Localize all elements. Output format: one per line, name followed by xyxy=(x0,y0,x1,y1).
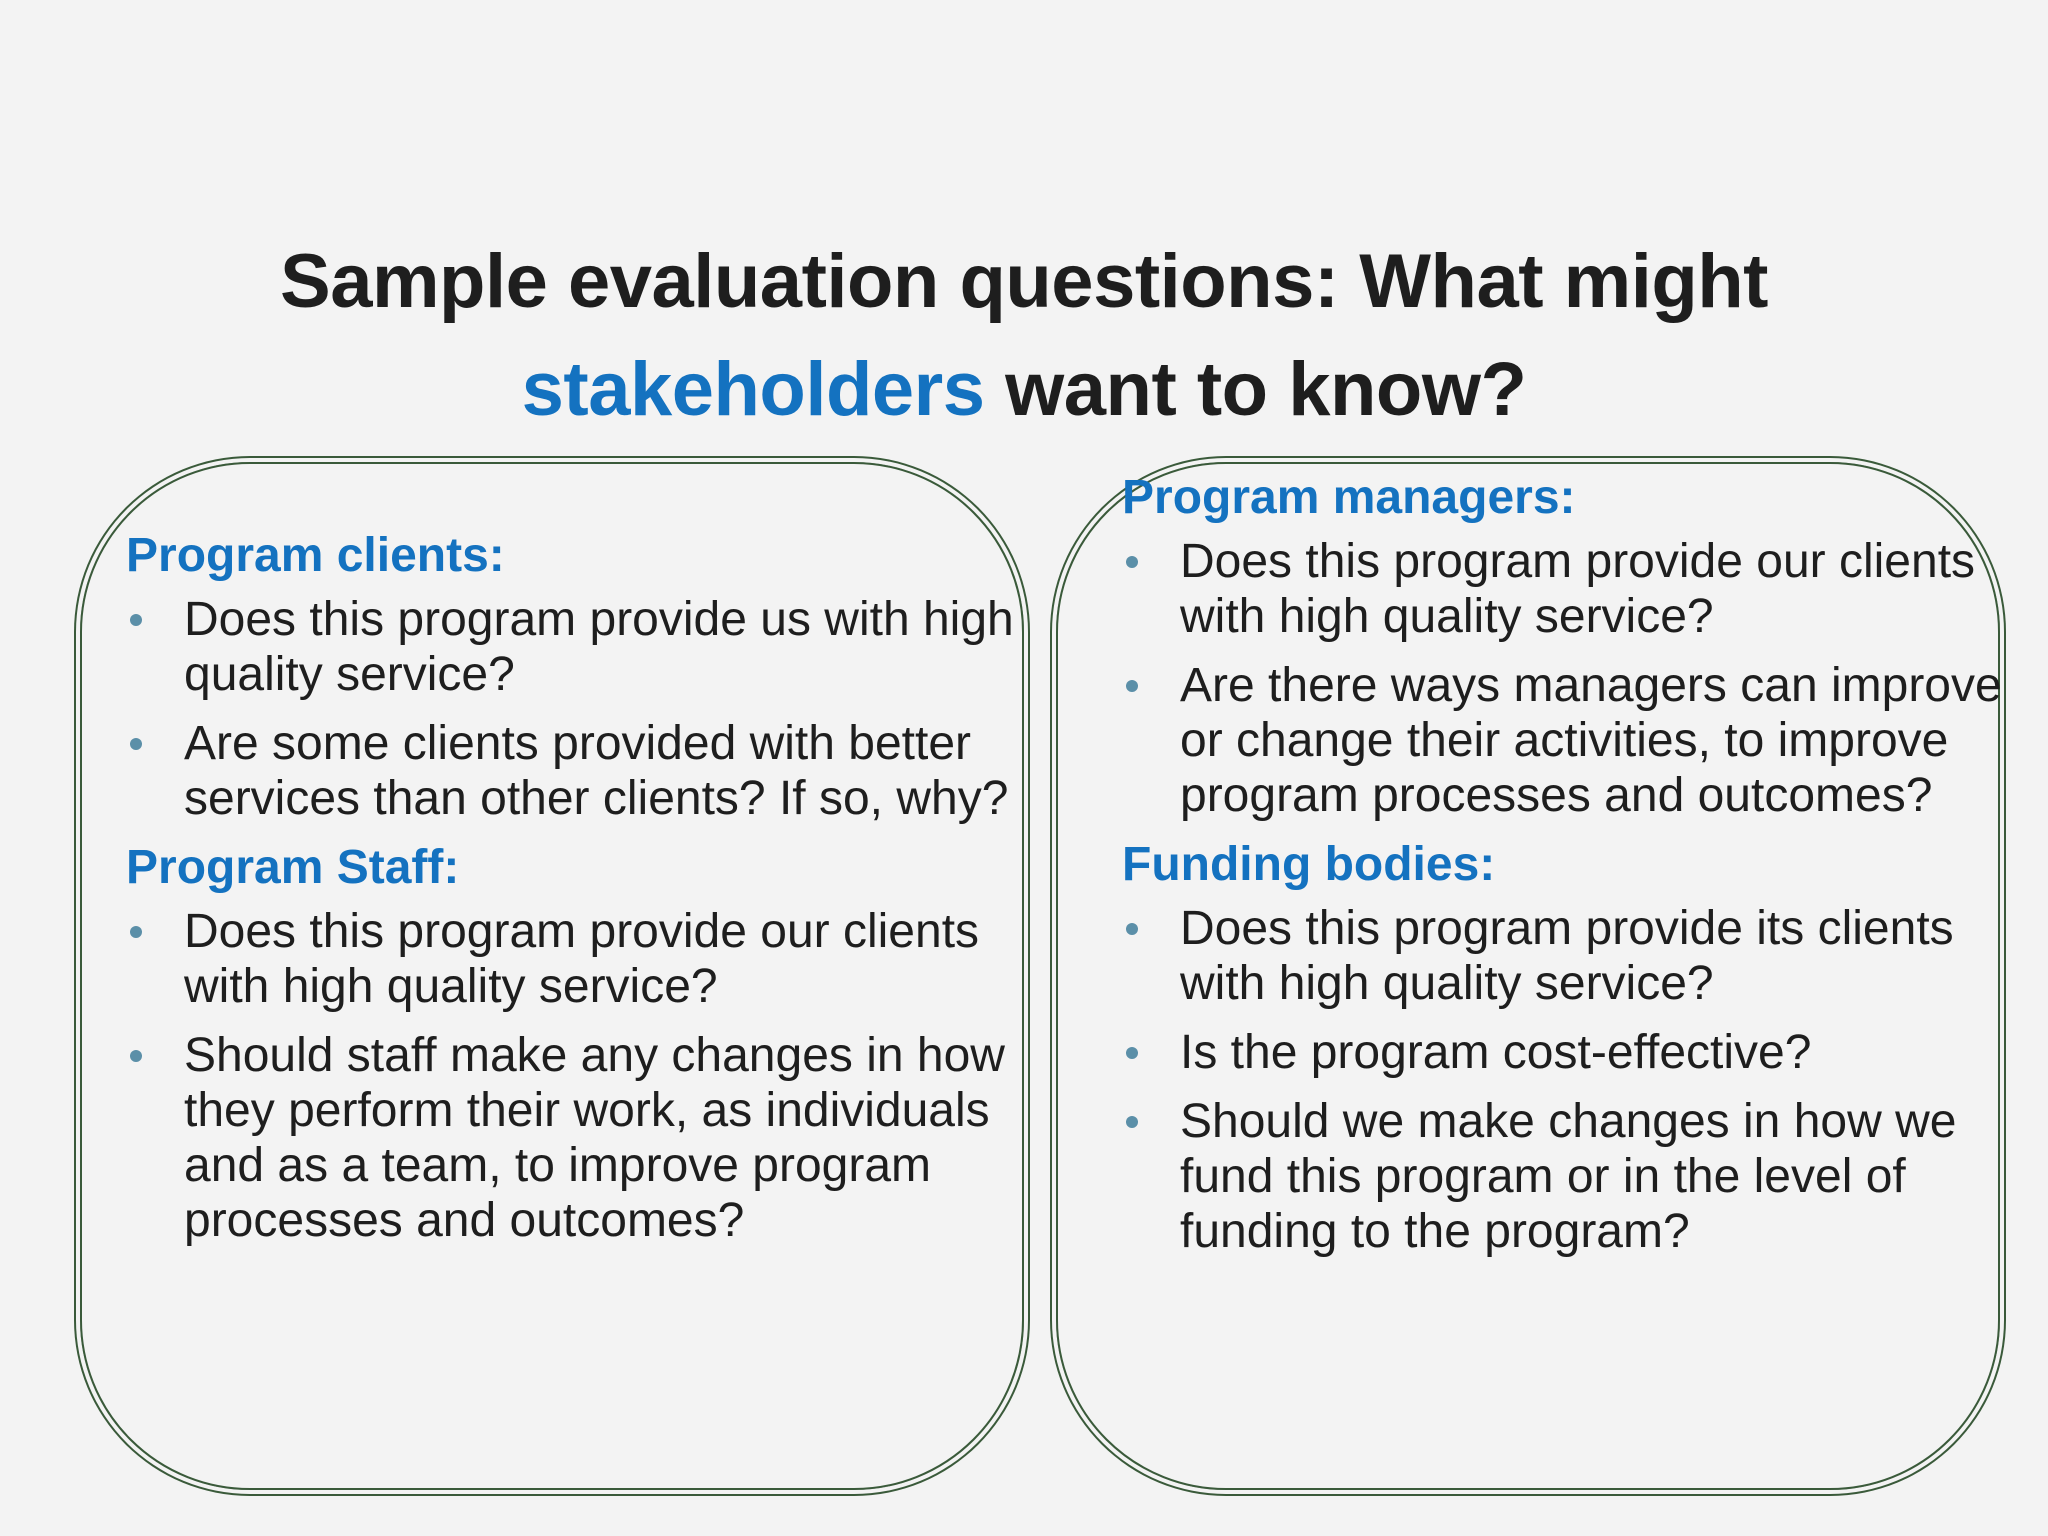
bullet-icon xyxy=(1126,923,1138,935)
bullet-icon xyxy=(1126,556,1138,568)
question-text: Does this program provide our clients with high quality service? xyxy=(1180,535,1976,643)
title-accent-word: stakeholders xyxy=(521,347,985,432)
list-item xyxy=(1122,1025,2022,1080)
question-text: Are there ways managers can improve or change their activities, to improve program processes and outcomes? xyxy=(1180,659,2002,822)
question-text: Does this program provide its clients with high quality service? xyxy=(1180,902,1954,1010)
bullet-icon xyxy=(1126,680,1138,692)
program-clients-list xyxy=(126,592,1026,826)
program-managers-list xyxy=(1122,534,2022,823)
title-line-2 xyxy=(0,336,2048,444)
program-clients-heading: Program clients: xyxy=(126,529,505,582)
question-text: Is the program cost-effective? xyxy=(1180,1026,1812,1079)
list-item xyxy=(1122,658,2022,823)
bullet-icon xyxy=(130,1050,142,1062)
program-staff-list xyxy=(126,904,1026,1248)
bullet-icon xyxy=(1126,1047,1138,1059)
question-text: Are some clients provided with better services than other clients? If so, why? xyxy=(184,717,1009,825)
question-text: Does this program provide our clients with high quality service? xyxy=(184,905,980,1013)
list-item xyxy=(126,592,1026,702)
bullet-icon xyxy=(1126,1116,1138,1128)
question-text: Should we make changes in how we fund this program or in the level of funding to the program? xyxy=(1180,1095,1957,1258)
title-line-2-rest: want to know? xyxy=(984,347,1527,432)
funding-bodies-list xyxy=(1122,901,2022,1259)
list-item xyxy=(1122,1094,2022,1259)
list-item xyxy=(1122,534,2022,644)
list-item xyxy=(126,904,1026,1014)
bullet-icon xyxy=(130,738,142,750)
program-managers-heading: Program managers: xyxy=(1122,471,1576,524)
program-staff-heading: Program Staff: xyxy=(126,841,460,894)
funding-bodies-heading: Funding bodies: xyxy=(1122,838,1496,891)
bullet-icon xyxy=(130,614,142,626)
slide-title xyxy=(0,228,2048,444)
question-text: Does this program provide us with high quality service? xyxy=(184,593,1014,701)
bullet-icon xyxy=(130,926,142,938)
list-item xyxy=(126,1028,1026,1248)
left-panel-content xyxy=(126,528,1026,1262)
question-text: Should staff make any changes in how they perform their work, as individuals and as a team, to improve program processes and outcomes? xyxy=(184,1029,1005,1247)
list-item xyxy=(126,716,1026,826)
title-line-1: Sample evaluation questions: What might xyxy=(280,239,1768,324)
list-item xyxy=(1122,901,2022,1011)
right-panel-content xyxy=(1122,470,2022,1273)
